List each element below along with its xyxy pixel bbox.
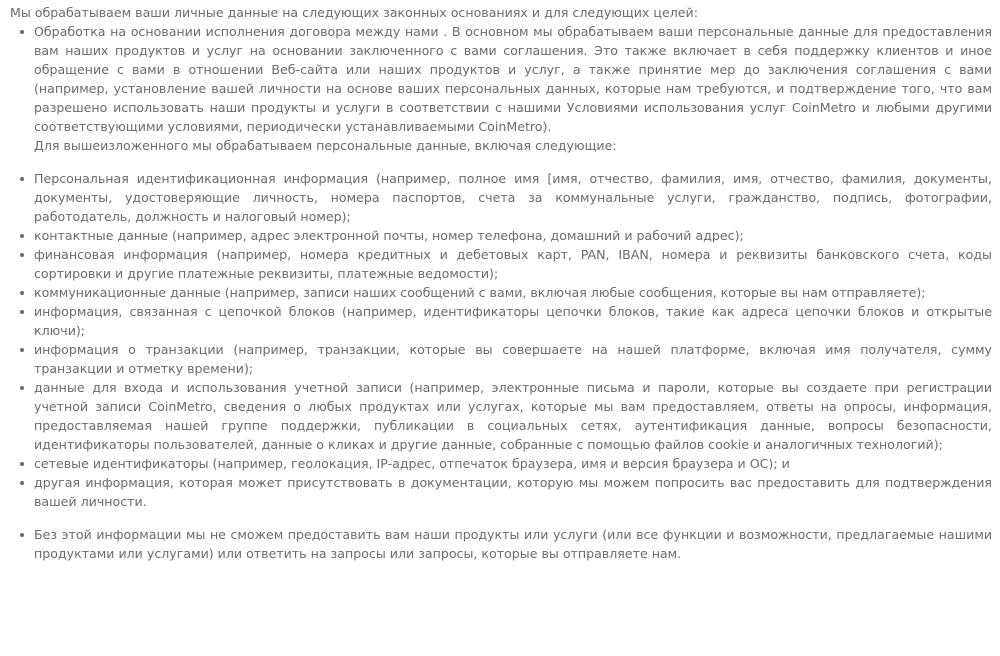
list-item: финансовая информация (например, номера кредитных и дебетовых карт, PAN, IBAN, номера и реквизиты банковского счета, коды сортировки и другие платежные реквизиты, платежные ведомости); (34, 247, 992, 281)
list-item: контактные данные (например, адрес электронной почты, номер телефона, домашний и рабочий адрес); (34, 226, 992, 245)
contract-basis-note: Для вышеизложенного мы обрабатываем персональные данные, включая следующие: (34, 138, 617, 153)
closing-text: Без этой информации мы не сможем предоставить вам наши продукты или услуги (или все функции и возможности, предлагаемые нашими продуктами или услугами) или ответить на запросы или запросы, которые вы отправляете нам. (34, 527, 992, 561)
contract-basis-text: Обработка на основании исполнения договора между нами . В основном мы обрабатываем ваши персональные данные для предоставления вам наших продуктов и услуг на основании заключенного с вами соглашения. Это также включает в себя поддержку клиентов и иное обращение с вами в отношении Веб-сайта или наших продуктов и услуг, а также принятие мер до заключения соглашения с вами (например, установление вашей личности на основе ваших персональных данных, которые нам требуются, и подтверждение того, что вам разрешено использовать наши продукты и услуги в соответствии с нашими Условиями использования услуг CoinMetro и любыми другими соответствующими условиями, периодически устанавливаемыми CoinMetro). (34, 24, 992, 134)
list-item: информация о транзакции (например, транзакции, которые вы совершаете на нашей платформе, включая имя получателя, сумму транзакции и отметку времени); (34, 342, 992, 376)
legal-basis-list (10, 22, 992, 155)
list-item: коммуникационные данные (например, записи наших сообщений с вами, включая любые сообщения, которые вы нам отправляете); (34, 283, 992, 302)
closing-list (10, 525, 992, 563)
list-item: другая информация, которая может присутствовать в документации, которую мы можем попросить вас предоставить для подтверждения вашей личности. (34, 475, 992, 509)
list-item: Персональная идентификационная информация (например, полное имя [имя, отчество, фамилия, имя, отчество, фамилия, документы, документы, удостоверяющие личность, номера паспортов, счета за коммунальные услуги, гражданство, подпись, фотографии, работодатель, должность и налоговый номер); (34, 171, 992, 224)
list-item: информация, связанная с цепочкой блоков (например, идентификаторы цепочки блоков, такие как адреса цепочки блоков и открытые ключи); (34, 304, 992, 338)
list-item: сетевые идентификаторы (например, геолокация, IP-адрес, отпечаток браузера, имя и версия браузера и ОС); и (34, 454, 992, 473)
intro-text: Мы обрабатываем ваши личные данные на следующих законных основаниях и для следующих целей: (10, 5, 698, 20)
list-item-contract-basis (34, 22, 992, 155)
list-item: данные для входа и использования учетной записи (например, электронные письма и пароли, которые вы создаете при регистрации учетной записи CoinMetro, сведения о любых продуктах или услугах, которые мы вам предоставляем, ответы на опросы, информация, предоставляемая нашей группе поддержки, публикации в социальных сетях, аутентификация данные, вопросы безопасности, идентификаторы пользователей, данные о кликах и другие данные, собранные с помощью файлов cookie и аналогичных технологий); (34, 380, 992, 452)
personal-data-list (10, 169, 992, 511)
